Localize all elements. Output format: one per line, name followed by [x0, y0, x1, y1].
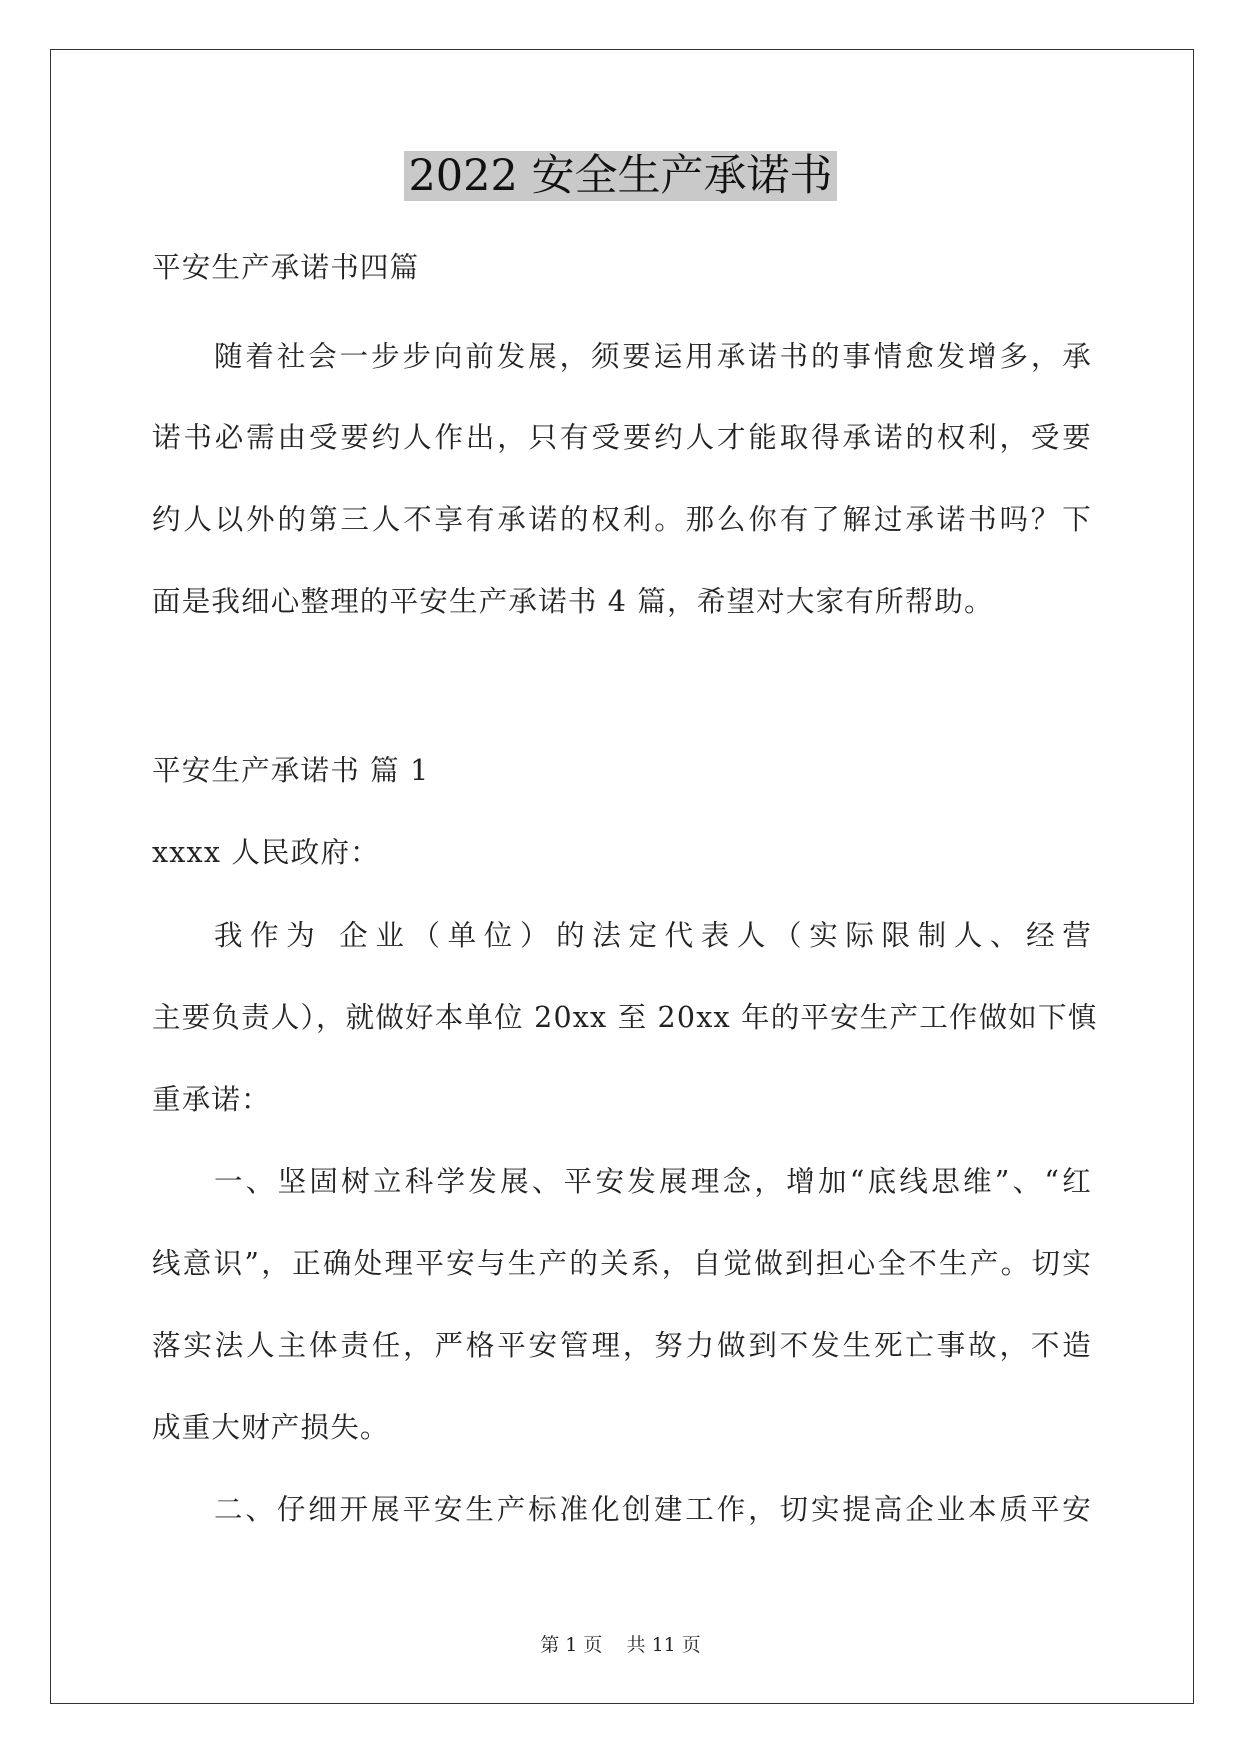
paragraph-line: 落实法人主体责任，严格平安管理，努力做到不发生死亡事故，不造: [152, 1329, 1092, 1362]
page-border: [50, 49, 1194, 1704]
paragraph-line: 二、仔细开展平安生产标准化创建工作，切实提高企业本质平安: [214, 1493, 1092, 1526]
paragraph-line: 主要负责人），就做好本单位 20xx 至 20xx 年的平安生产工作做如下慎: [152, 1001, 1098, 1034]
paragraph-line: 线意识”，正确处理平安与生产的关系，自觉做到担心全不生产。切实: [152, 1247, 1092, 1280]
document-title-text: 2022 安全生产承诺书: [404, 151, 836, 201]
page-number-footer: 第 1 页 共 11 页: [540, 1634, 701, 1656]
section-heading: 平安生产承诺书 篇 1: [152, 754, 430, 787]
paragraph-line: 约人以外的第三人不享有承诺的权利。那么你有了解过承诺书吗？下: [152, 503, 1092, 536]
paragraph-line: 我作为 企业（单位）的法定代表人（实际限制人、经营: [214, 919, 1092, 952]
document-title: [0, 147, 1241, 205]
subtitle-line: 平安生产承诺书四篇: [152, 251, 420, 284]
paragraph-line: 成重大财产损失。: [152, 1411, 390, 1444]
paragraph-line: 随着社会一步步向前发展，须要运用承诺书的事情愈发增多，承: [214, 340, 1092, 373]
paragraph-line: 面是我细心整理的平安生产承诺书 4 篇，希望对大家有所帮助。: [152, 585, 994, 618]
paragraph-line: 重承诺：: [152, 1083, 271, 1116]
salutation-line: xxxx 人民政府：: [152, 836, 380, 869]
paragraph-line: 一、坚固树立科学发展、平安发展理念，增加“底线思维”、“红: [214, 1165, 1092, 1198]
paragraph-line: 诺书必需由受要约人作出，只有受要约人才能取得承诺的权利，受要: [152, 421, 1092, 454]
